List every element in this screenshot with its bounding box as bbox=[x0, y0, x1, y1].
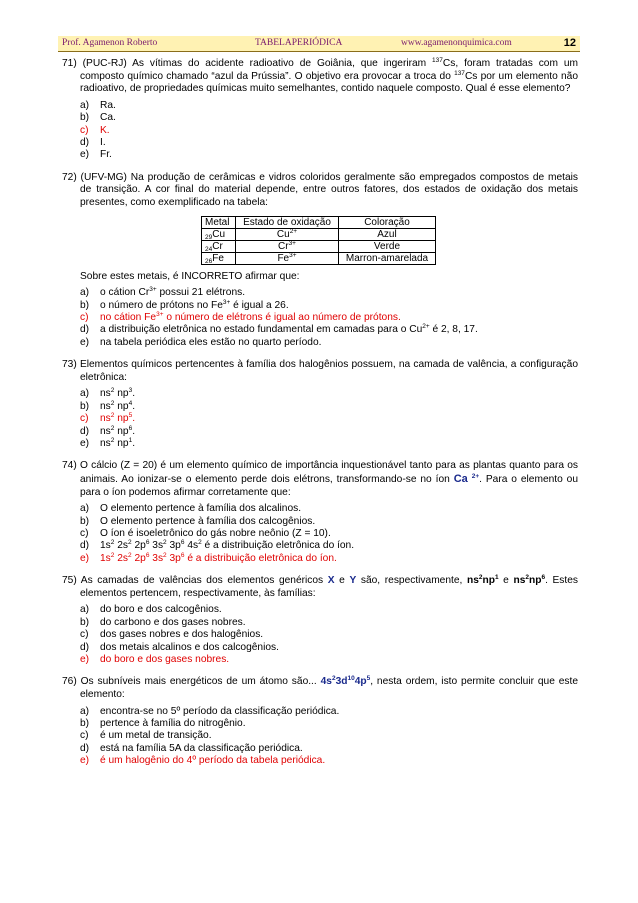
table-row bbox=[202, 228, 436, 240]
option: d) está na família 5A da classificação periódica. bbox=[80, 742, 303, 754]
question-statement: 74) O cálcio (Z = 20) é um elemento químico de importância inquestionável tanto para as plantas quanto para os animais. Ao ionizar-se o elemento perde dois elétrons, transformando-se no íon Ca $^{2+}$. Para o elemento ou para o íon podemos afirmar corretamente que: bbox=[62, 460, 579, 498]
option-correct: c) no cátion $Fe^{3+}$ o número de elétrons é igual ao número de prótons. bbox=[80, 311, 401, 323]
table-cell: $Cr^{3+}$ bbox=[236, 240, 339, 252]
oxidation-table bbox=[201, 216, 436, 265]
option-correct: c) K. bbox=[80, 124, 110, 136]
table-row bbox=[202, 240, 436, 252]
questions bbox=[62, 58, 578, 778]
question-75 bbox=[62, 575, 578, 666]
option: a) encontra-se no 5º período da classificação periódica. bbox=[80, 705, 340, 717]
question-74 bbox=[62, 460, 578, 565]
table-cell: Azul bbox=[339, 228, 436, 240]
option: e) Fr. bbox=[80, 149, 112, 161]
table-row bbox=[202, 252, 436, 264]
options bbox=[62, 100, 578, 162]
question-73 bbox=[62, 359, 578, 450]
table-cell: $Cu^{2+}$ bbox=[236, 228, 339, 240]
option: e) na tabela periódica eles estão no quarto período. bbox=[80, 336, 322, 348]
table-cell: $_{26}$Fe bbox=[202, 252, 236, 264]
table-cell: Verde bbox=[339, 240, 436, 252]
option: a) O elemento pertence à família dos alcalinos. bbox=[80, 503, 302, 515]
option: a) Ra. bbox=[80, 99, 116, 111]
electron-config: $4s^23d^{10}4p^5$ bbox=[320, 675, 371, 688]
question-intro: Sobre estes metais, é INCORRETO afirmar que: bbox=[80, 270, 300, 282]
question-statement: 71) (PUC-RJ) As vítimas do acidente radioativo de Goiânia, que ingeriram $^{137}$Cs, foram tratadas com um composto químico chamado “azul da Prússia”. O objetivo era provocar a troca do $^{137}$Cs por um elemento não radioativo, de propriedades químicas muito semelhantes, contido naquele composto. Qual é esse elemento? bbox=[62, 57, 578, 95]
options bbox=[62, 287, 578, 349]
question-statement: 75) As camadas de valências dos elementos genéricos X e Y são, respectivamente, $ns^2np^1$ e $ns^2np^6$. Estes elementos pertencem, respectivamente, às famílias: bbox=[62, 574, 578, 599]
question-statement: 72) (UFV-MG) Na produção de cerâmicas e vidros coloridos geralmente são empregados compostos de metais de transição. A cor final do material depende, entre outros fatores, dos estados de oxidação dos metais presentes, como exemplificado na tabela: bbox=[62, 171, 578, 208]
header-page-number: 12 bbox=[563, 37, 576, 49]
option: d) $1s^2$ $2s^2$ $2p^6$ $3s^2$ $3p^6$ $4s^2$ é a distribuição eletrônica do íon. bbox=[80, 539, 355, 552]
option: a) $ns^2$ $np^3$. bbox=[80, 387, 136, 400]
calcium-ion: Ca bbox=[453, 473, 468, 486]
option-correct: e) do boro e dos gases nobres. bbox=[80, 654, 230, 666]
question-76 bbox=[62, 676, 578, 767]
header-title: TABELAPERIÓDICA bbox=[255, 38, 343, 48]
question-71 bbox=[62, 58, 578, 162]
table-cell: $_{29}$Cu bbox=[202, 228, 236, 240]
option: b) O elemento pertence à família dos calcogênios. bbox=[80, 515, 316, 527]
option: d) $ns^2$ $np^6$. bbox=[80, 424, 136, 437]
question-72 bbox=[62, 172, 578, 349]
option: c) é um metal de transição. bbox=[80, 730, 212, 742]
option: b) $ns^2$ $np^4$. bbox=[80, 399, 136, 412]
options bbox=[62, 503, 578, 565]
option: b) pertence à família do nitrogênio. bbox=[80, 718, 246, 730]
options bbox=[62, 388, 578, 450]
table-header: Coloração bbox=[339, 216, 436, 228]
option: d) dos metais alcalinos e dos calcogênios. bbox=[80, 641, 279, 653]
option: a) o cátion $Cr^{3+}$ possui 21 elétrons. bbox=[80, 286, 246, 299]
option: a) do boro e dos calcogênios. bbox=[80, 604, 222, 616]
header-author: Prof. Agamenon Roberto bbox=[62, 38, 158, 48]
options bbox=[62, 706, 578, 768]
table-cell: $Fe^{3+}$ bbox=[236, 252, 339, 264]
question-statement: 76) Os subníveis mais energéticos de um átomo são... $4s^23d^{10}4p^5$, nesta ordem, isto permite concluir que este elemento: bbox=[62, 675, 579, 701]
table-cell: $_{24}$Cr bbox=[202, 240, 236, 252]
option: e) $ns^2$ $np^1$. bbox=[80, 437, 136, 450]
option-correct: c) $ns^2$ $np^5$. bbox=[80, 412, 136, 425]
header-url: www.agamenonquimica.com bbox=[401, 38, 512, 48]
option: b) o número de prótons no $Fe^{3+}$ é igual a 26. bbox=[80, 298, 289, 311]
option: b) Ca. bbox=[80, 112, 116, 124]
table-header-row bbox=[202, 216, 436, 228]
table-header: Metal bbox=[202, 216, 236, 228]
options bbox=[62, 604, 578, 666]
option: d) a distribuição eletrônica no estado fundamental em camadas para o $Cu^{2+}$ é 2, 8, 17. bbox=[80, 323, 478, 336]
page-header bbox=[58, 36, 580, 52]
table-header: Estado de oxidação bbox=[236, 216, 339, 228]
option: c) dos gases nobres e dos halogênios. bbox=[80, 629, 264, 641]
option: d) I. bbox=[80, 137, 106, 148]
option-correct: e) é um halogênio do 4º período da tabela periódica. bbox=[80, 755, 326, 767]
question-statement: 73) Elementos químicos pertencentes à família dos halogênios possuem, na camada de valência, a configuração eletrônica: bbox=[62, 359, 578, 383]
table-cell: Marron-amarelada bbox=[339, 252, 436, 264]
option: b) do carbono e dos gases nobres. bbox=[80, 616, 246, 628]
option: c) O íon é isoeletrônico do gás nobre neônio (Z = 10). bbox=[80, 528, 331, 540]
option-correct: e) $1s^2$ $2s^2$ $2p^6$ $3s^2$ $3p^6$ é a distribuição eletrônica do íon. bbox=[80, 551, 337, 564]
